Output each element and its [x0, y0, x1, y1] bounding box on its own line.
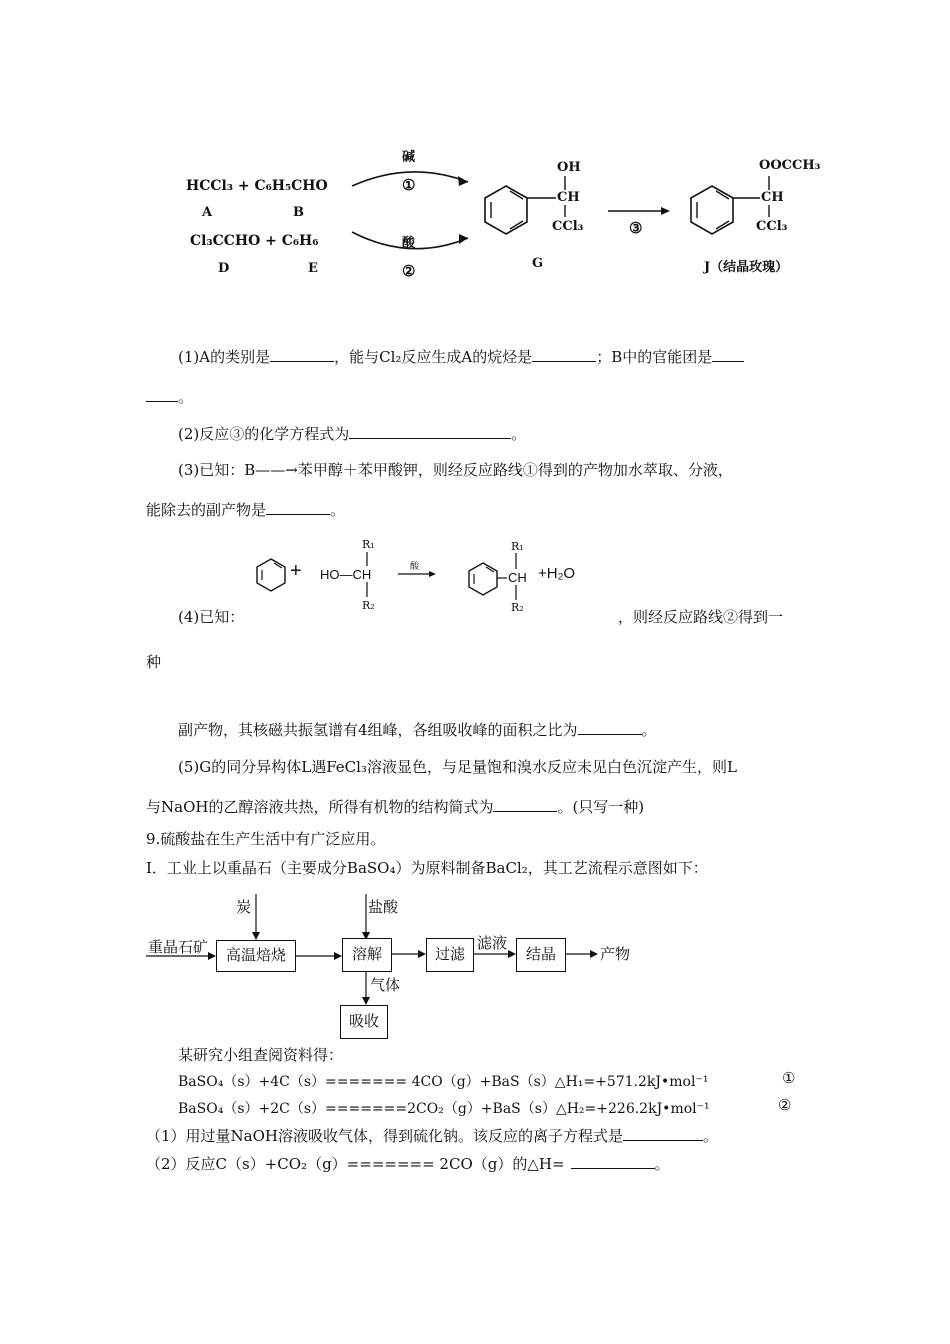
q1-text-a: (1)A的类别是	[178, 348, 271, 366]
known-arrow-label: 酸	[410, 562, 420, 572]
question-5-line1: (5)G的同分异构体L遇FeCl₃溶液显色，与足量饱和溴水反应未见白色沉淀产生，则L	[178, 758, 737, 776]
J-oocch3: OOCCH₃	[759, 158, 821, 173]
flow-product-label: 产物	[600, 946, 631, 963]
arrow1-top-label: 碱	[402, 150, 416, 165]
q1-text-b: ，能与Cl₂反应生成A的烷烃是	[334, 348, 533, 366]
question-4-line2: 种	[146, 653, 162, 671]
known-r1: R₁	[362, 538, 375, 551]
equation-1-number: ①	[782, 1069, 796, 1087]
flow-box-filter: 过滤	[426, 938, 474, 972]
known-product-ch: CH	[508, 570, 527, 585]
arrow3-label: ③	[629, 219, 643, 237]
J-label: J（结晶玫瑰）	[704, 260, 789, 275]
label-B: B	[293, 205, 304, 220]
question-4-label: (4)已知：	[178, 608, 245, 626]
question-3-line1: (3)已知：B——→苯甲醇＋苯甲酸钾，则经反应路线①得到的产物加水萃取、分液，	[178, 461, 733, 479]
arrow2-bottom-label: ②	[402, 262, 416, 280]
q5-text-b: 。(只写一种)	[557, 798, 645, 816]
known-water: +H₂O	[538, 565, 576, 582]
reactants-row1: HCCl₃ + C₆H₅CHO	[186, 178, 328, 194]
known-plus: +	[290, 560, 302, 582]
sub1-text-b: 。	[703, 1127, 719, 1145]
q3-text-b: 。	[330, 501, 346, 519]
known-product-r1: R₁	[511, 540, 524, 553]
G-ccl3: CCl₃	[552, 219, 584, 234]
flow-box-crystallize: 结晶	[516, 938, 566, 972]
arrow2-top-label: 酸	[402, 236, 416, 251]
J-ccl3: CCl₃	[756, 219, 788, 234]
reactants-row2: Cl₃CCHO + C₆H₆	[190, 233, 319, 249]
sub2-text-b: 。	[654, 1155, 670, 1173]
question-9-title: 9.硫酸盐在生产生活中有广泛应用。	[146, 830, 386, 848]
flow-box-absorb: 吸收	[340, 1005, 388, 1039]
arrow1-bottom-label: ①	[402, 176, 416, 194]
G-oh: OH	[557, 160, 581, 175]
q2-text-a: (2)反应③的化学方程式为	[178, 425, 350, 443]
equation-2-number: ②	[778, 1096, 792, 1114]
flow-acid-label: 盐酸	[368, 899, 399, 916]
label-D: D	[218, 261, 230, 276]
G-label: G	[532, 256, 544, 271]
flow-input-label: 重晶石矿	[148, 939, 209, 956]
sub2-blank[interactable]	[571, 1154, 655, 1169]
sub-question-1	[146, 1125, 718, 1146]
equation-2: BaSO₄（s）+2C（s）=======2CO₂（g）+BaS（s）△H₂=+226.2kJ•mol⁻¹	[178, 1101, 710, 1117]
flow-box-roasting: 高温焙烧	[216, 940, 296, 972]
q1-text-c: ；B中的官能团是	[596, 348, 713, 366]
sub2-text-a: （2）反应C（s）+CO₂（g）======= 2CO（g）的△H=	[146, 1155, 565, 1173]
sub-question-2	[146, 1153, 670, 1174]
label-E: E	[308, 261, 318, 276]
question-9-part1: Ⅰ．工业上以重晶石（主要成分BaSO₄）为原料制备BaCl₂，其工艺流程示意图如下：	[146, 859, 708, 877]
question-4-tail: ，则经反应路线②得到一	[618, 608, 784, 626]
flow-filtrate-label: 滤液	[477, 935, 508, 952]
G-ch: CH	[557, 190, 580, 205]
flow-gas-label: 气体	[370, 977, 401, 994]
sub1-text-a: （1）用过量NaOH溶液吸收气体，得到硫化钠。该反应的离子方程式是	[146, 1127, 623, 1145]
known-reagent: HO—CH	[320, 567, 372, 582]
q3-text-a: 能除去的副产物是	[146, 501, 267, 519]
q1-text-d: 。	[178, 388, 194, 406]
q5-text-a: 与NaOH的乙醇溶液共热，所得有机物的结构简式为	[146, 798, 494, 816]
q4-text-a: 副产物，其核磁共振氢谱有4组峰，各组吸收峰的面积之比为	[178, 721, 578, 739]
label-A: A	[202, 205, 213, 220]
q4-text-b: 。	[641, 721, 657, 739]
equation-1: BaSO₄（s）+4C（s）======= 4CO（g）+BaS（s）△H₁=+571.2kJ•mol⁻¹	[178, 1074, 709, 1090]
flow-box-dissolve: 溶解	[342, 938, 392, 972]
known-r2: R₂	[362, 599, 375, 612]
research-intro: 某研究小组查阅资料得：	[178, 1046, 344, 1064]
known-product-r2: R₂	[511, 601, 524, 614]
sub1-blank[interactable]	[623, 1126, 703, 1141]
q2-text-b: 。	[511, 425, 527, 443]
flow-carbon-label: 炭	[236, 899, 252, 916]
J-ch: CH	[761, 190, 784, 205]
